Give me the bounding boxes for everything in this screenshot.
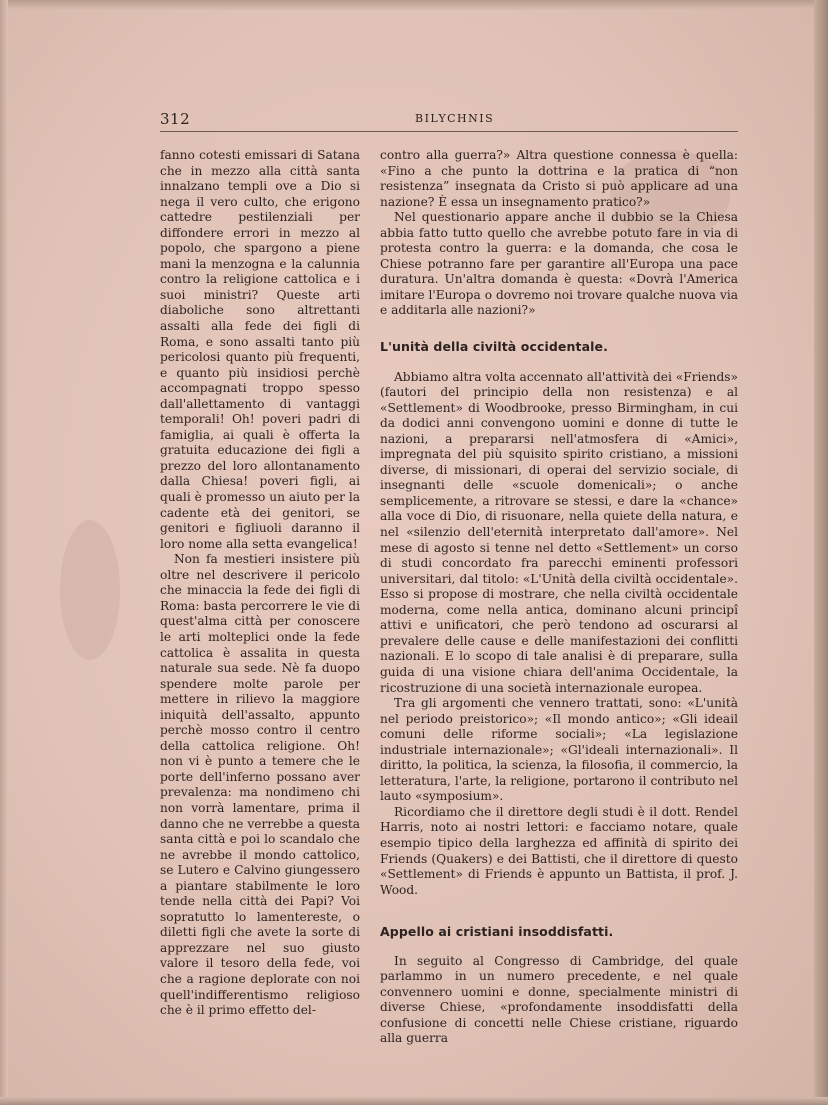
page-header bbox=[160, 110, 738, 130]
paper-stain bbox=[60, 520, 120, 660]
book-spine bbox=[814, 0, 828, 1105]
left-paragraph-2: Non fa mestieri insistere più oltre nel descrivere il pericolo che minaccia la fede dei figli di Roma: basta percorrere le vie di quest'alma città per conoscere le arti molteplici onde la fede cattolica è assalita in questa naturale sua sede. Nè fa duopo spendere molte parole per mettere in rilievo la maggiore iniquità dell'assalto, appunto perchè mosso contro il centro della cattolica religione. Oh! non vi è punto a temere che le porte dell'inferno possano aver prevalenza: ma nondimeno chi non vorrà lamentare, prima il danno che ne verrebbe a questa santa città e poi lo scandalo che ne avrebbe il mondo cattolico, se Lutero e Calvino giungessero a piantare stabilmente le loro tende nella città dei Papi? Voi sopratutto lo lamentereste, o diletti figli che avete la sorte di apprezzare nel suo giusto valore il tesoro della fede, voi che a ragione deplorate con noi quell'indifferentismo religioso che è il primo effetto del- bbox=[160, 552, 361, 1018]
header-rule bbox=[160, 131, 738, 132]
right-paragraph-1: contro alla guerra?» Altra questione connessa è quella: «Fino a che punto la dottrina e la pratica di “non resistenza” insegnata da Cristo si può applicare ad una nazione? È essa un insegnamento pratico?» bbox=[380, 148, 738, 209]
left-paragraph-1: fanno cotesti emissari di Satana che in mezzo alla città santa innalzano templi ove a Dio si nega il vero culto, che erigono cattedre pestilenziali per diffondere errori in mezzo al popolo, che spargono a piene mani la menzogna e la calunnia contro la religione cattolica e i suoi ministri? Queste arti diaboliche sono altrettanti assalti alla fede dei figli di Roma, e sono assalti tanto più pericolosi quanto più frequenti, e quanto più insidiosi perchè accompagnati troppo spesso dall'allettamento di vantaggi temporali! Oh! poveri padri di famiglia, ai quali è offerta la gratuita educazione dei figli a prezzo del loro allontanamento dalla Chiesa! poveri figli, ai quali è promesso un aiuto per la cadente età dei genitori, se genitori e figliuoli daranno il loro nome alla setta evangelica! bbox=[160, 148, 360, 551]
right-column bbox=[380, 148, 738, 1047]
section-heading: Appello ai cristiani insoddisfatti. bbox=[380, 924, 614, 940]
running-title: BILYCHNIS bbox=[415, 112, 495, 125]
right-paragraph-4: Tra gli argomenti che vennero trattati, sono: «L'unità nel periodo preistorico»; «Il mondo antico»; «Gli ideail comuni delle riforme sociali»; «La legislazione industriale internazionale»; «Gl'ideali internazionali». Il diritto, la politica, la scienza, la filosofia, il commercio, la letteratura, l'arte, la religione, portarono il contributo nel lauto «symposium». bbox=[380, 696, 738, 804]
right-paragraph-5: Ricordiamo che il direttore degli studi è il dott. Rendel Harris, noto ai nostri lettori: e facciamo notare, quale esempio tipico della larghezza ed affinità di spirito dei Friends (Quakers) e dei Battisti, che il direttore di questo «Settlement» di Friends è appunto un Battista, il prof. J. Wood. bbox=[380, 804, 738, 897]
right-paragraph-2: Nel questionario appare anche il dubbio se la Chiesa abbia fatto tutto quello che avrebbe potuto fare in via di protesta contro la guerra: e la domanda, che cosa le Chiese potranno fare per garantire all'Europa una pace duratura. Un'altra domanda è questa: «Dovrà l'America imitare l'Europa o dovremo noi trovare qualche nuova via e additarla alle nazioni?» bbox=[380, 210, 738, 318]
right-paragraph-6: In seguito al Congresso di Cambridge, del quale parlammo in un numero precedente, e nel quale convennero uomini e donne, specialmente ministri di diverse Chiese, «profondamente insoddisfatti della confusione di concetti nelle Chiese cristiane, riguardo alla guerra bbox=[380, 953, 738, 1046]
section-heading: L'unità della civiltà occidentale. bbox=[380, 339, 608, 355]
page-left-edge bbox=[0, 0, 8, 1105]
left-column bbox=[160, 148, 360, 1019]
page-top-edge bbox=[0, 0, 828, 10]
page-number: 312 bbox=[160, 110, 191, 128]
right-paragraph-3: Abbiamo altra volta accennato all'attività dei «Friends» (fautori del principio della non resistenza) e al «Settlement» di Woodbrooke, presso Birmingham, in cui da dodici anni convengono uomini e donne di tutte le nazioni, a prepararsi nell'atmosfera di «Amici», impregnata del più squisito spirito cristiano, a missioni diverse, di missionari, di operai del servizio sociale, di insegnanti delle «scuole domenicali»; o anche semplicemente, a ritrovare se stessi, e dare la «chance» alla voce di Dio, di risuonare, nella quiete della natura, e nel «silenzio dell'eternità interpretato dall'amore». Nel mese di agosto si tenne nel detto «Settlement» un corso di studi concordato fra parecchi eminenti professori universitari, dal titolo: «L'Unità della civiltà occidentale». Esso si propose di mostrare, che nella civiltà occidentale moderna, come nella antica, dominano alcuni principî attivi e unificatori, che però tendono ad oscurarsi al prevalere delle cause e delle manifestazioni dei conflitti nazionali. E lo scopo di tale analisi è di preparare, sulla guida di una visione chiara dell'anima Occidentale, la ricostruzione di una società internazionale europea. bbox=[380, 369, 738, 695]
page-bottom-edge bbox=[0, 1097, 828, 1105]
